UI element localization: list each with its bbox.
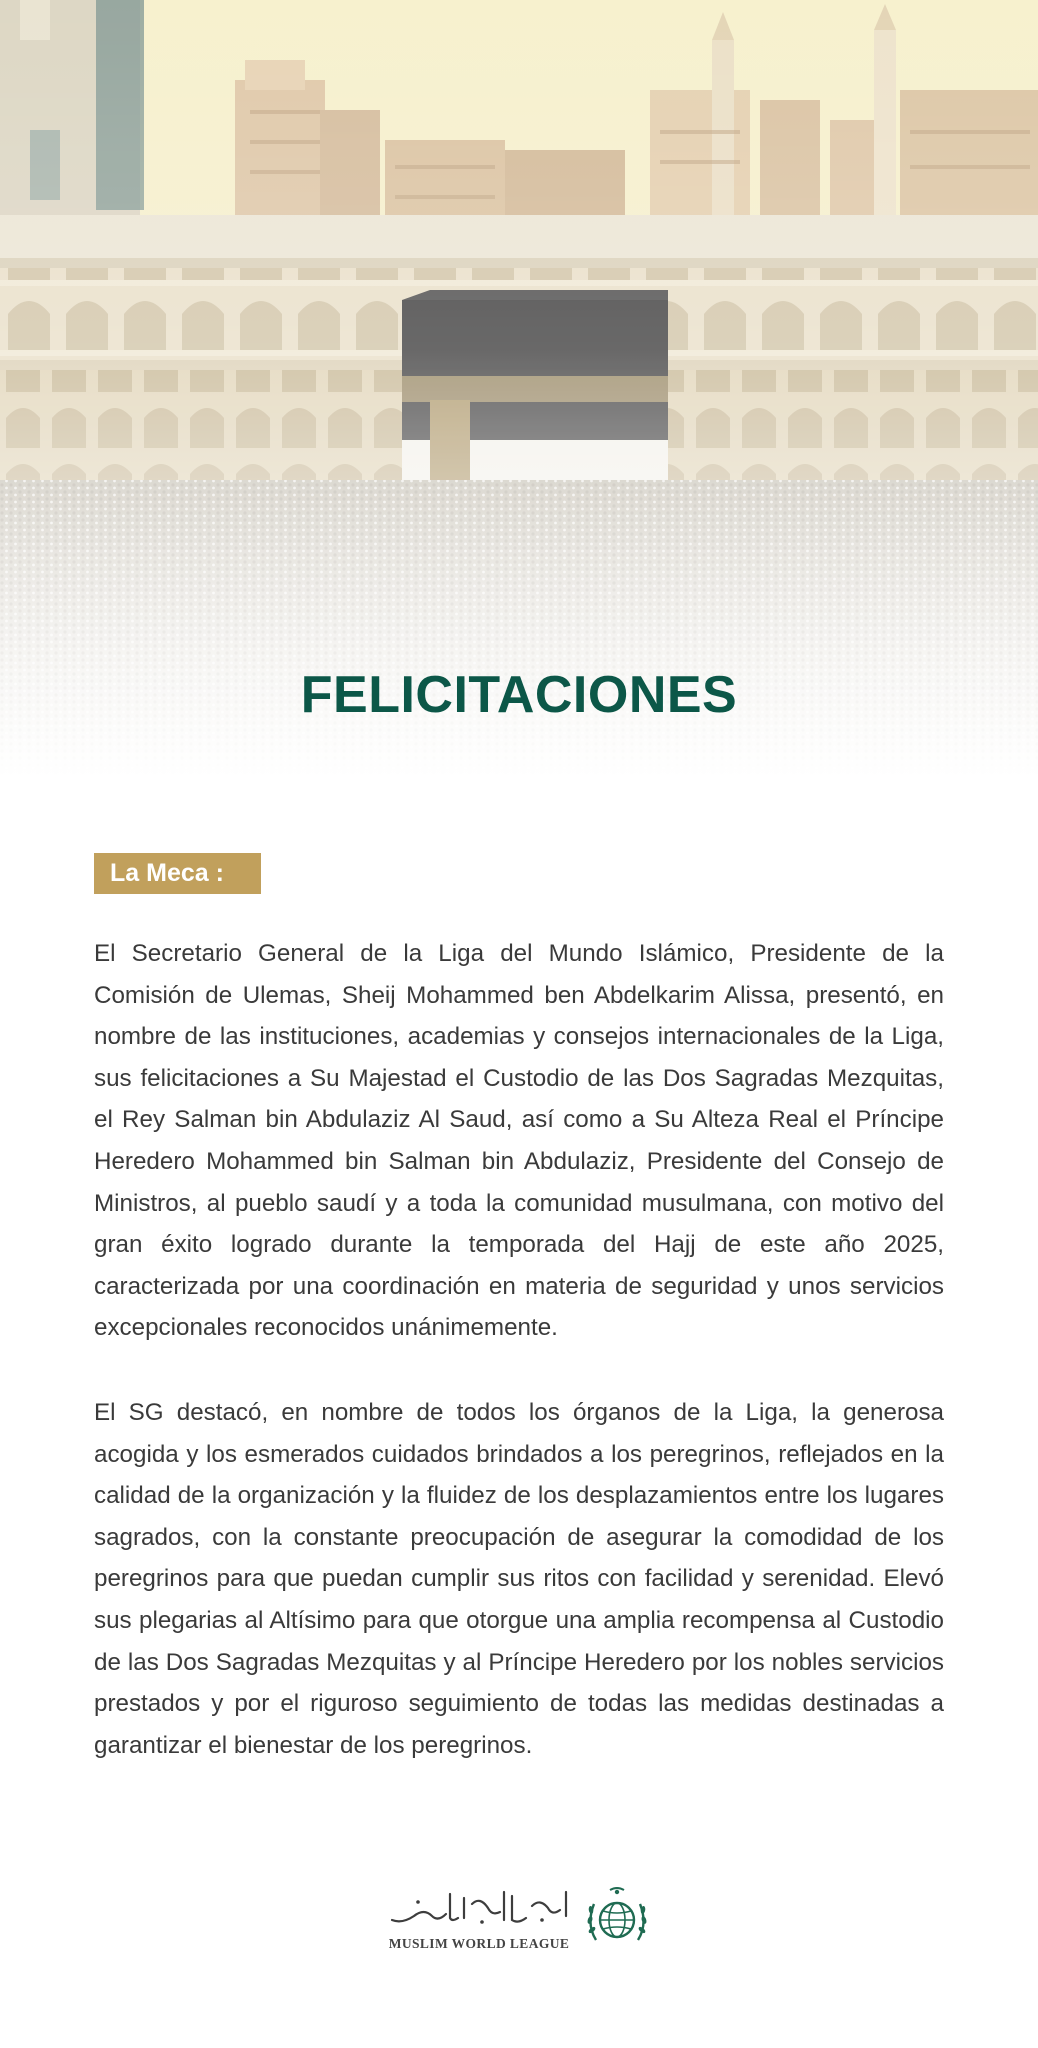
arabic-calligraphy-logo: [384, 1886, 574, 1930]
page-title: FELICITACIONES: [300, 666, 738, 724]
hero-photo-mecca: [0, 0, 1038, 780]
paragraph-1: El Secretario General de la Liga del Mundo Islámico, Presidente de la Comisión de Ulemas, Sheij Mohammed ben Abdelkarim Alissa, presentó, en nombre de las instituciones, academias y consejos internacionales de la Liga, sus felicitaciones a Su Majestad el Custodio de las Dos Sagradas Mezquitas, el Rey Salman bin Abdulaziz Al Saud, así como a Su Alteza Real el Príncipe Heredero Mohammed bin Salman bin Abdulaziz, Presidente del Consejo de Ministros, al pueblo saudí y a toda la comunidad musulmana, con motivo del gran éxito logrado durante la temporada del Hajj de este año 2025, caracterizada por una coordinación en materia de seguridad y unos servicios excepcionales reconocidos unánimemente.: [94, 940, 944, 1342]
globe-wreath-emblem-icon: [582, 1884, 652, 1954]
location-badge: La Meca :: [94, 853, 261, 894]
muslim-world-league-logo: [384, 1880, 654, 1960]
paragraph-2: El SG destacó, en nombre de todos los órganos de la Liga, la generosa acogida y los esmerados cuidados brindados a los peregrinos, reflejados en la calidad de la organización y la fluidez de los desplazamientos entre los lugares sagrados, con la constante preocupación de asegurar la comodidad de los peregrinos para que puedan cumplir sus ritos con facilidad y serenidad. Elevó sus plegarias al Altísimo para que otorgue una amplia recompensa al Custodio de las Dos Sagradas Mezquitas y al Príncipe Heredero por los nobles servicios prestados y por el riguroso seguimiento de todas las medidas destinadas a garantizar el bienestar de los peregrinos.: [94, 1399, 944, 1759]
kaaba-illustration: [0, 0, 1038, 780]
logo-english-name: MUSLIM WORLD LEAGUE: [388, 1936, 570, 1951]
